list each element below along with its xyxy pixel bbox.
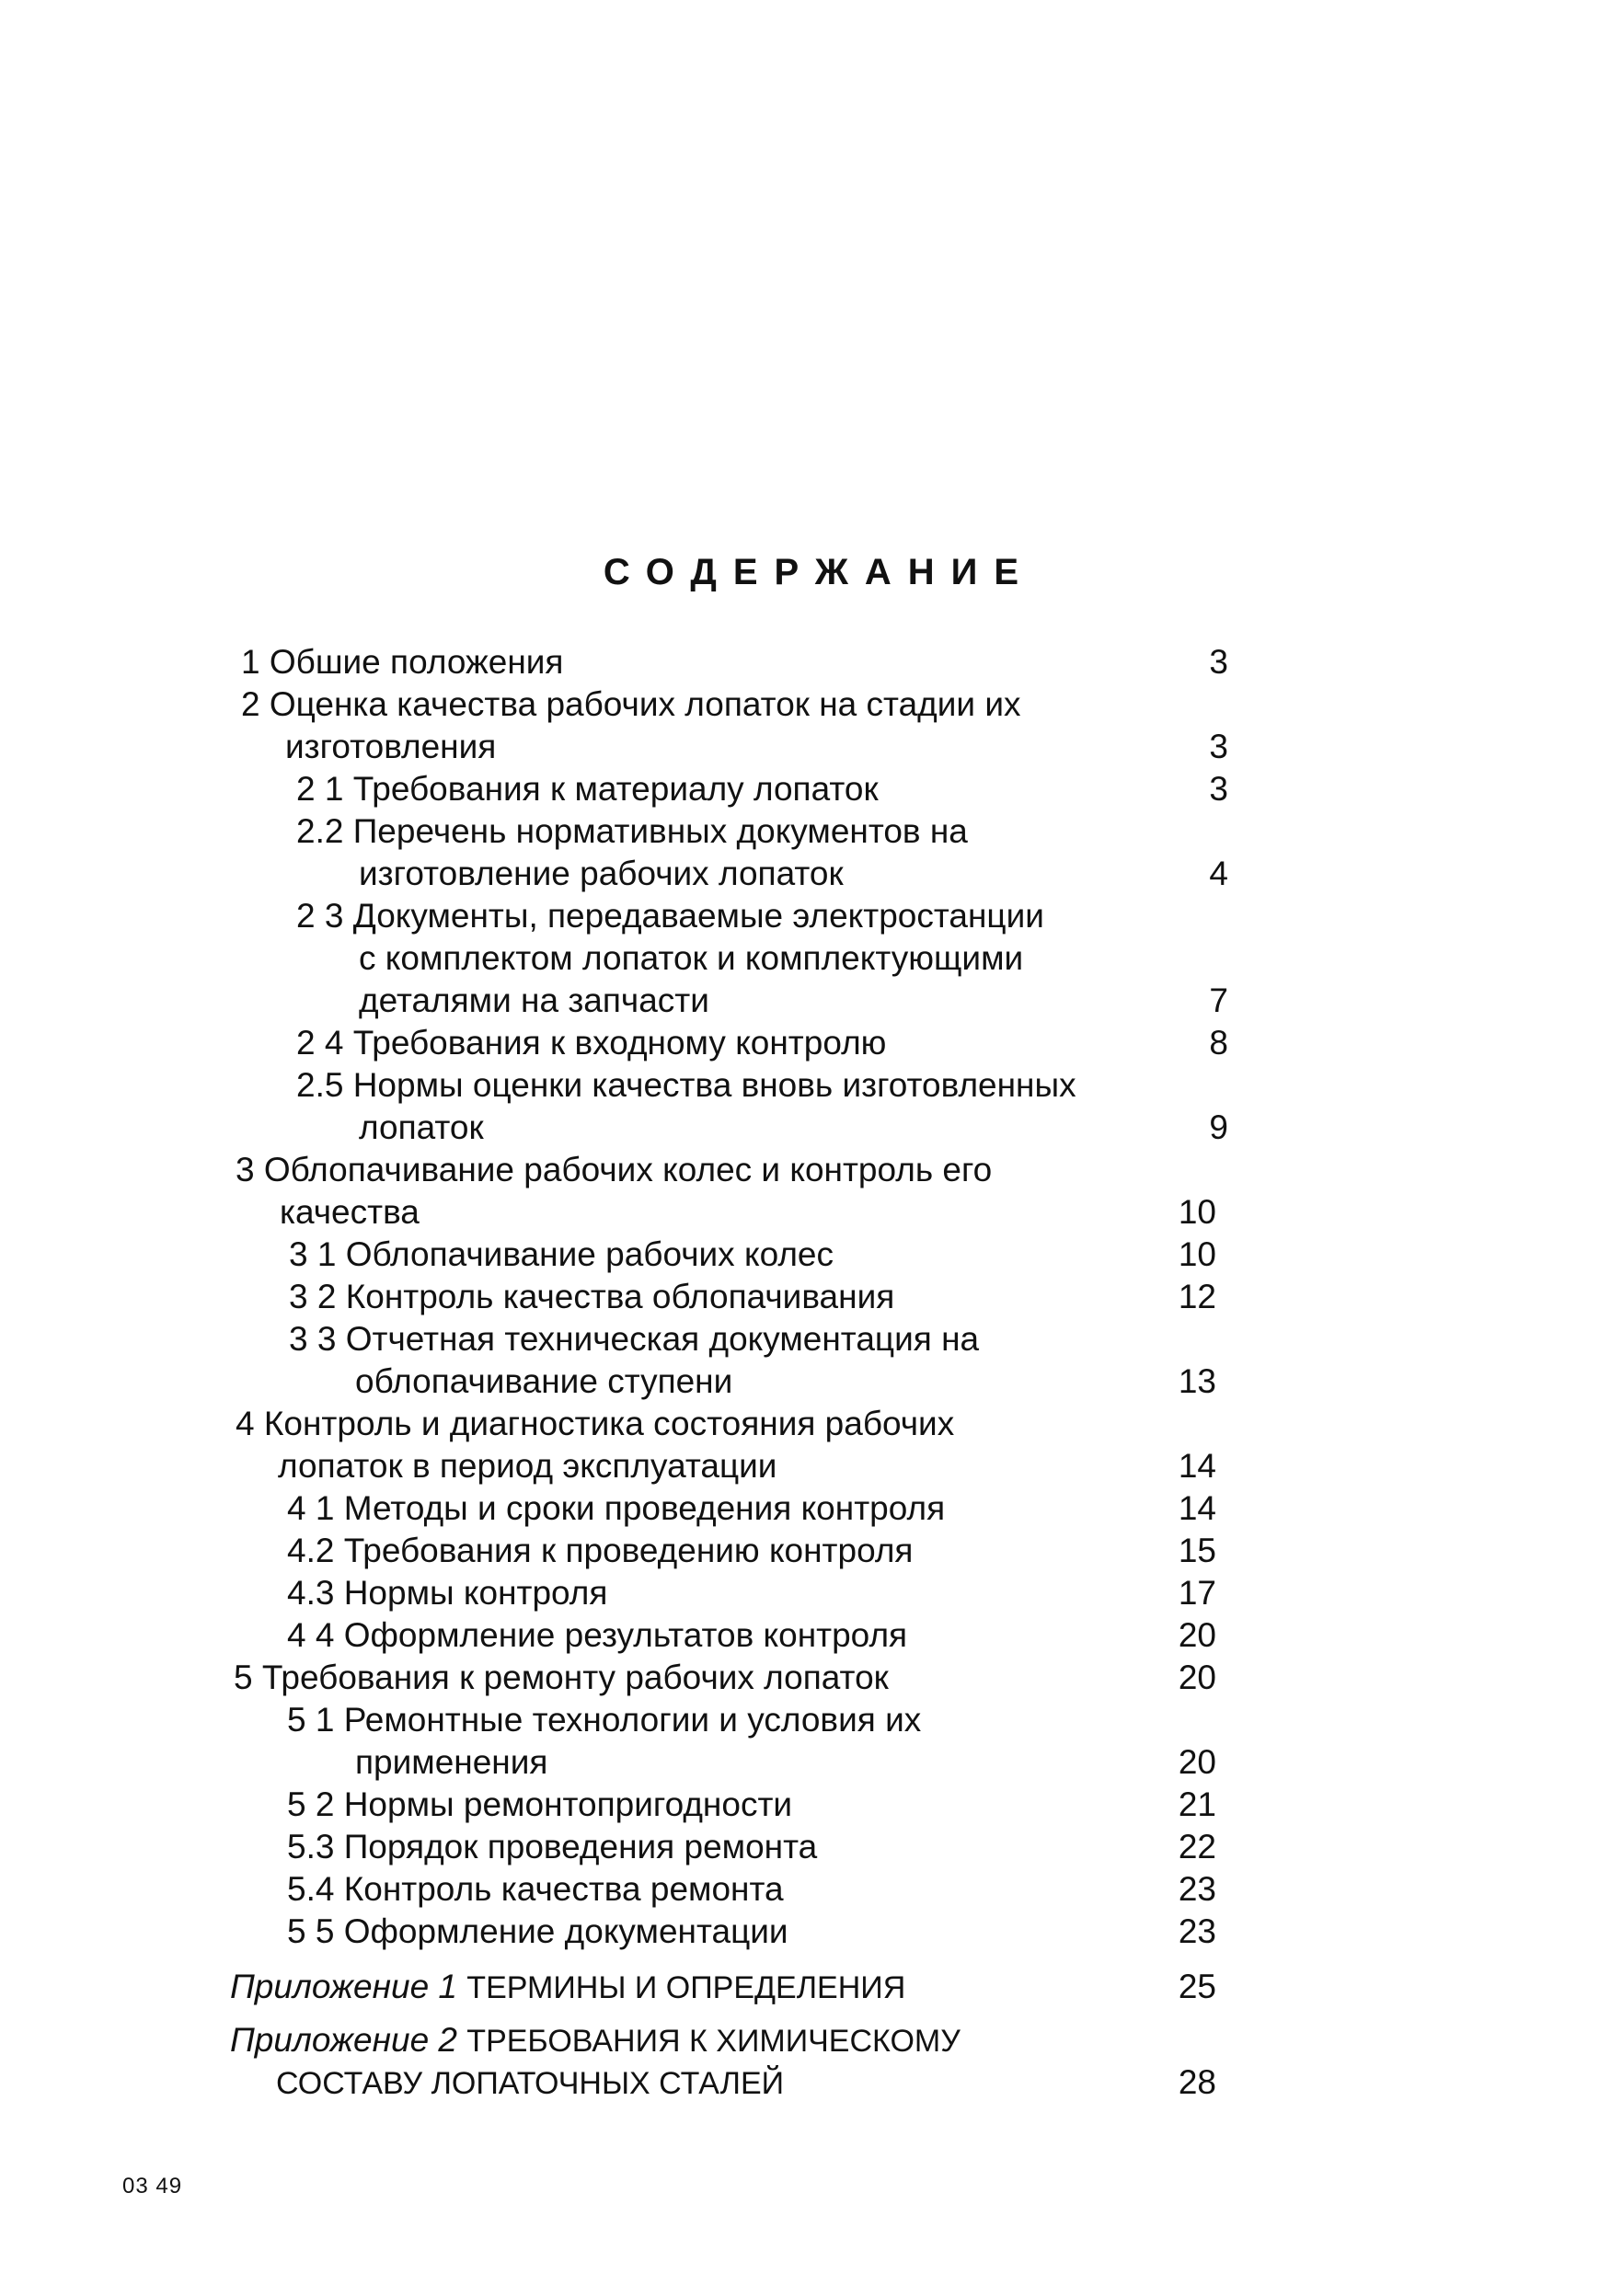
toc-page-5-3: 22 <box>1178 1828 1216 1866</box>
toc-page-appendix-1: 25 <box>1178 1968 1216 2005</box>
toc-page-1: 3 <box>1209 643 1228 681</box>
toc-entry-4-2: 4.2 Требования к проведению контроля <box>287 1532 914 1569</box>
appendix-2-title-line1: ТРЕБОВАНИЯ К ХИМИЧЕСКОМУ <box>466 2024 961 2059</box>
page-title: СОДЕРЖАНИЕ <box>603 552 1036 592</box>
toc-page-2-4: 8 <box>1209 1024 1228 1062</box>
toc-page-3-2: 12 <box>1178 1278 1216 1315</box>
toc-page-2-2: 4 <box>1209 855 1228 892</box>
toc-page-5-4: 23 <box>1178 1870 1216 1908</box>
toc-entry-5-2: 5 2 Нормы ремонтопригодности <box>287 1785 793 1823</box>
toc-entry-1: 1 Обшие положения <box>241 643 564 681</box>
toc-entry-2-line1: 2 Оценка качества рабочих лопаток на стадии их <box>241 685 1021 723</box>
appendix-2-title-line2: СОСТАВУ ЛОПАТОЧНЫХ СТАЛЕЙ <box>276 2066 785 2101</box>
toc-entry-5-4: 5.4 Контроль качества ремонта <box>287 1870 784 1908</box>
toc-entry-2-3-line1: 2 3 Документы, передаваемые электростанции <box>296 897 1044 935</box>
toc-page-4-3: 17 <box>1178 1574 1216 1612</box>
toc-page-2-1: 3 <box>1209 770 1228 808</box>
toc-entry-5-5: 5 5 Оформление документации <box>287 1912 788 1950</box>
toc-page-2-3: 7 <box>1209 982 1228 1019</box>
toc-entry-3-2: 3 2 Контроль качества облопачивания <box>289 1278 895 1315</box>
toc-entry-2-3-line2: с комплектом лопаток и комплектующими <box>359 939 1024 977</box>
toc-entry-3-line1: 3 Облопачивание рабочих колес и контроль его <box>236 1151 993 1188</box>
toc-entry-2-2-line2: изготовление рабочих лопаток <box>359 855 844 892</box>
toc-page-2-5: 9 <box>1209 1108 1228 1146</box>
toc-entry-5: 5 Требования к ремонту рабочих лопаток <box>234 1659 889 1696</box>
toc-entry-3-1: 3 1 Облопачивание рабочих колес <box>289 1235 834 1273</box>
toc-appendix-2-line2 <box>276 2061 784 2105</box>
appendix-1-label: Приложение 1 <box>230 1968 458 2005</box>
toc-page-3: 10 <box>1178 1193 1216 1231</box>
toc-entry-2-3-line3: деталями на запчасти <box>359 982 709 1019</box>
toc-entry-4-1: 4 1 Методы и сроки проведения контроля <box>287 1489 946 1527</box>
toc-entry-3-3-line2: облопачивание ступени <box>355 1362 733 1400</box>
footer-code: 03 49 <box>122 2174 183 2198</box>
toc-entry-2-2-line1: 2.2 Перечень нормативных документов на <box>296 812 968 850</box>
toc-entry-2-5-line1: 2.5 Нормы оценки качества вновь изготовленных <box>296 1066 1076 1104</box>
toc-entry-4-line2: лопаток в период эксплуатации <box>278 1447 777 1485</box>
toc-page-4: 14 <box>1178 1447 1216 1485</box>
toc-page-5-5: 23 <box>1178 1912 1216 1950</box>
toc-entry-4-3: 4.3 Нормы контроля <box>287 1574 608 1612</box>
toc-entry-5-3: 5.3 Порядок проведения ремонта <box>287 1828 818 1866</box>
toc-appendix-2-line1 <box>230 2019 961 2062</box>
toc-page-5-1: 20 <box>1178 1743 1216 1781</box>
toc-entry-2-4: 2 4 Требования к входному контролю <box>296 1024 887 1062</box>
toc-page-4-2: 15 <box>1178 1532 1216 1569</box>
toc-entry-2-5-line2: лопаток <box>359 1108 484 1146</box>
appendix-2-label: Приложение 2 <box>230 2021 458 2059</box>
toc-entry-2-line2: изготовления <box>285 728 497 765</box>
appendix-1-title: ТЕРМИНЫ И ОПРЕДЕЛЕНИЯ <box>466 1970 906 2005</box>
toc-page-4-4: 20 <box>1178 1616 1216 1654</box>
toc-entry-4-line1: 4 Контроль и диагностика состояния рабочих <box>236 1405 955 1442</box>
toc-entry-3-line2: качества <box>280 1193 420 1231</box>
toc-appendix-1 <box>230 1966 905 2009</box>
toc-page-3-1: 10 <box>1178 1235 1216 1273</box>
toc-page-3-3: 13 <box>1178 1362 1216 1400</box>
toc-page-2: 3 <box>1209 728 1228 765</box>
toc-entry-3-3-line1: 3 3 Отчетная техническая документация на <box>289 1320 980 1358</box>
toc-entry-4-4: 4 4 Оформление результатов контроля <box>287 1616 908 1654</box>
toc-page-5-2: 21 <box>1178 1785 1216 1823</box>
toc-page-5: 20 <box>1178 1659 1216 1696</box>
toc-entry-5-1-line2: применения <box>355 1743 548 1781</box>
toc-page-appendix-2: 28 <box>1178 2063 1216 2101</box>
toc-entry-2-1: 2 1 Требования к материалу лопаток <box>296 770 879 808</box>
toc-page-4-1: 14 <box>1178 1489 1216 1527</box>
toc-entry-5-1-line1: 5 1 Ремонтные технологии и условия их <box>287 1701 922 1739</box>
